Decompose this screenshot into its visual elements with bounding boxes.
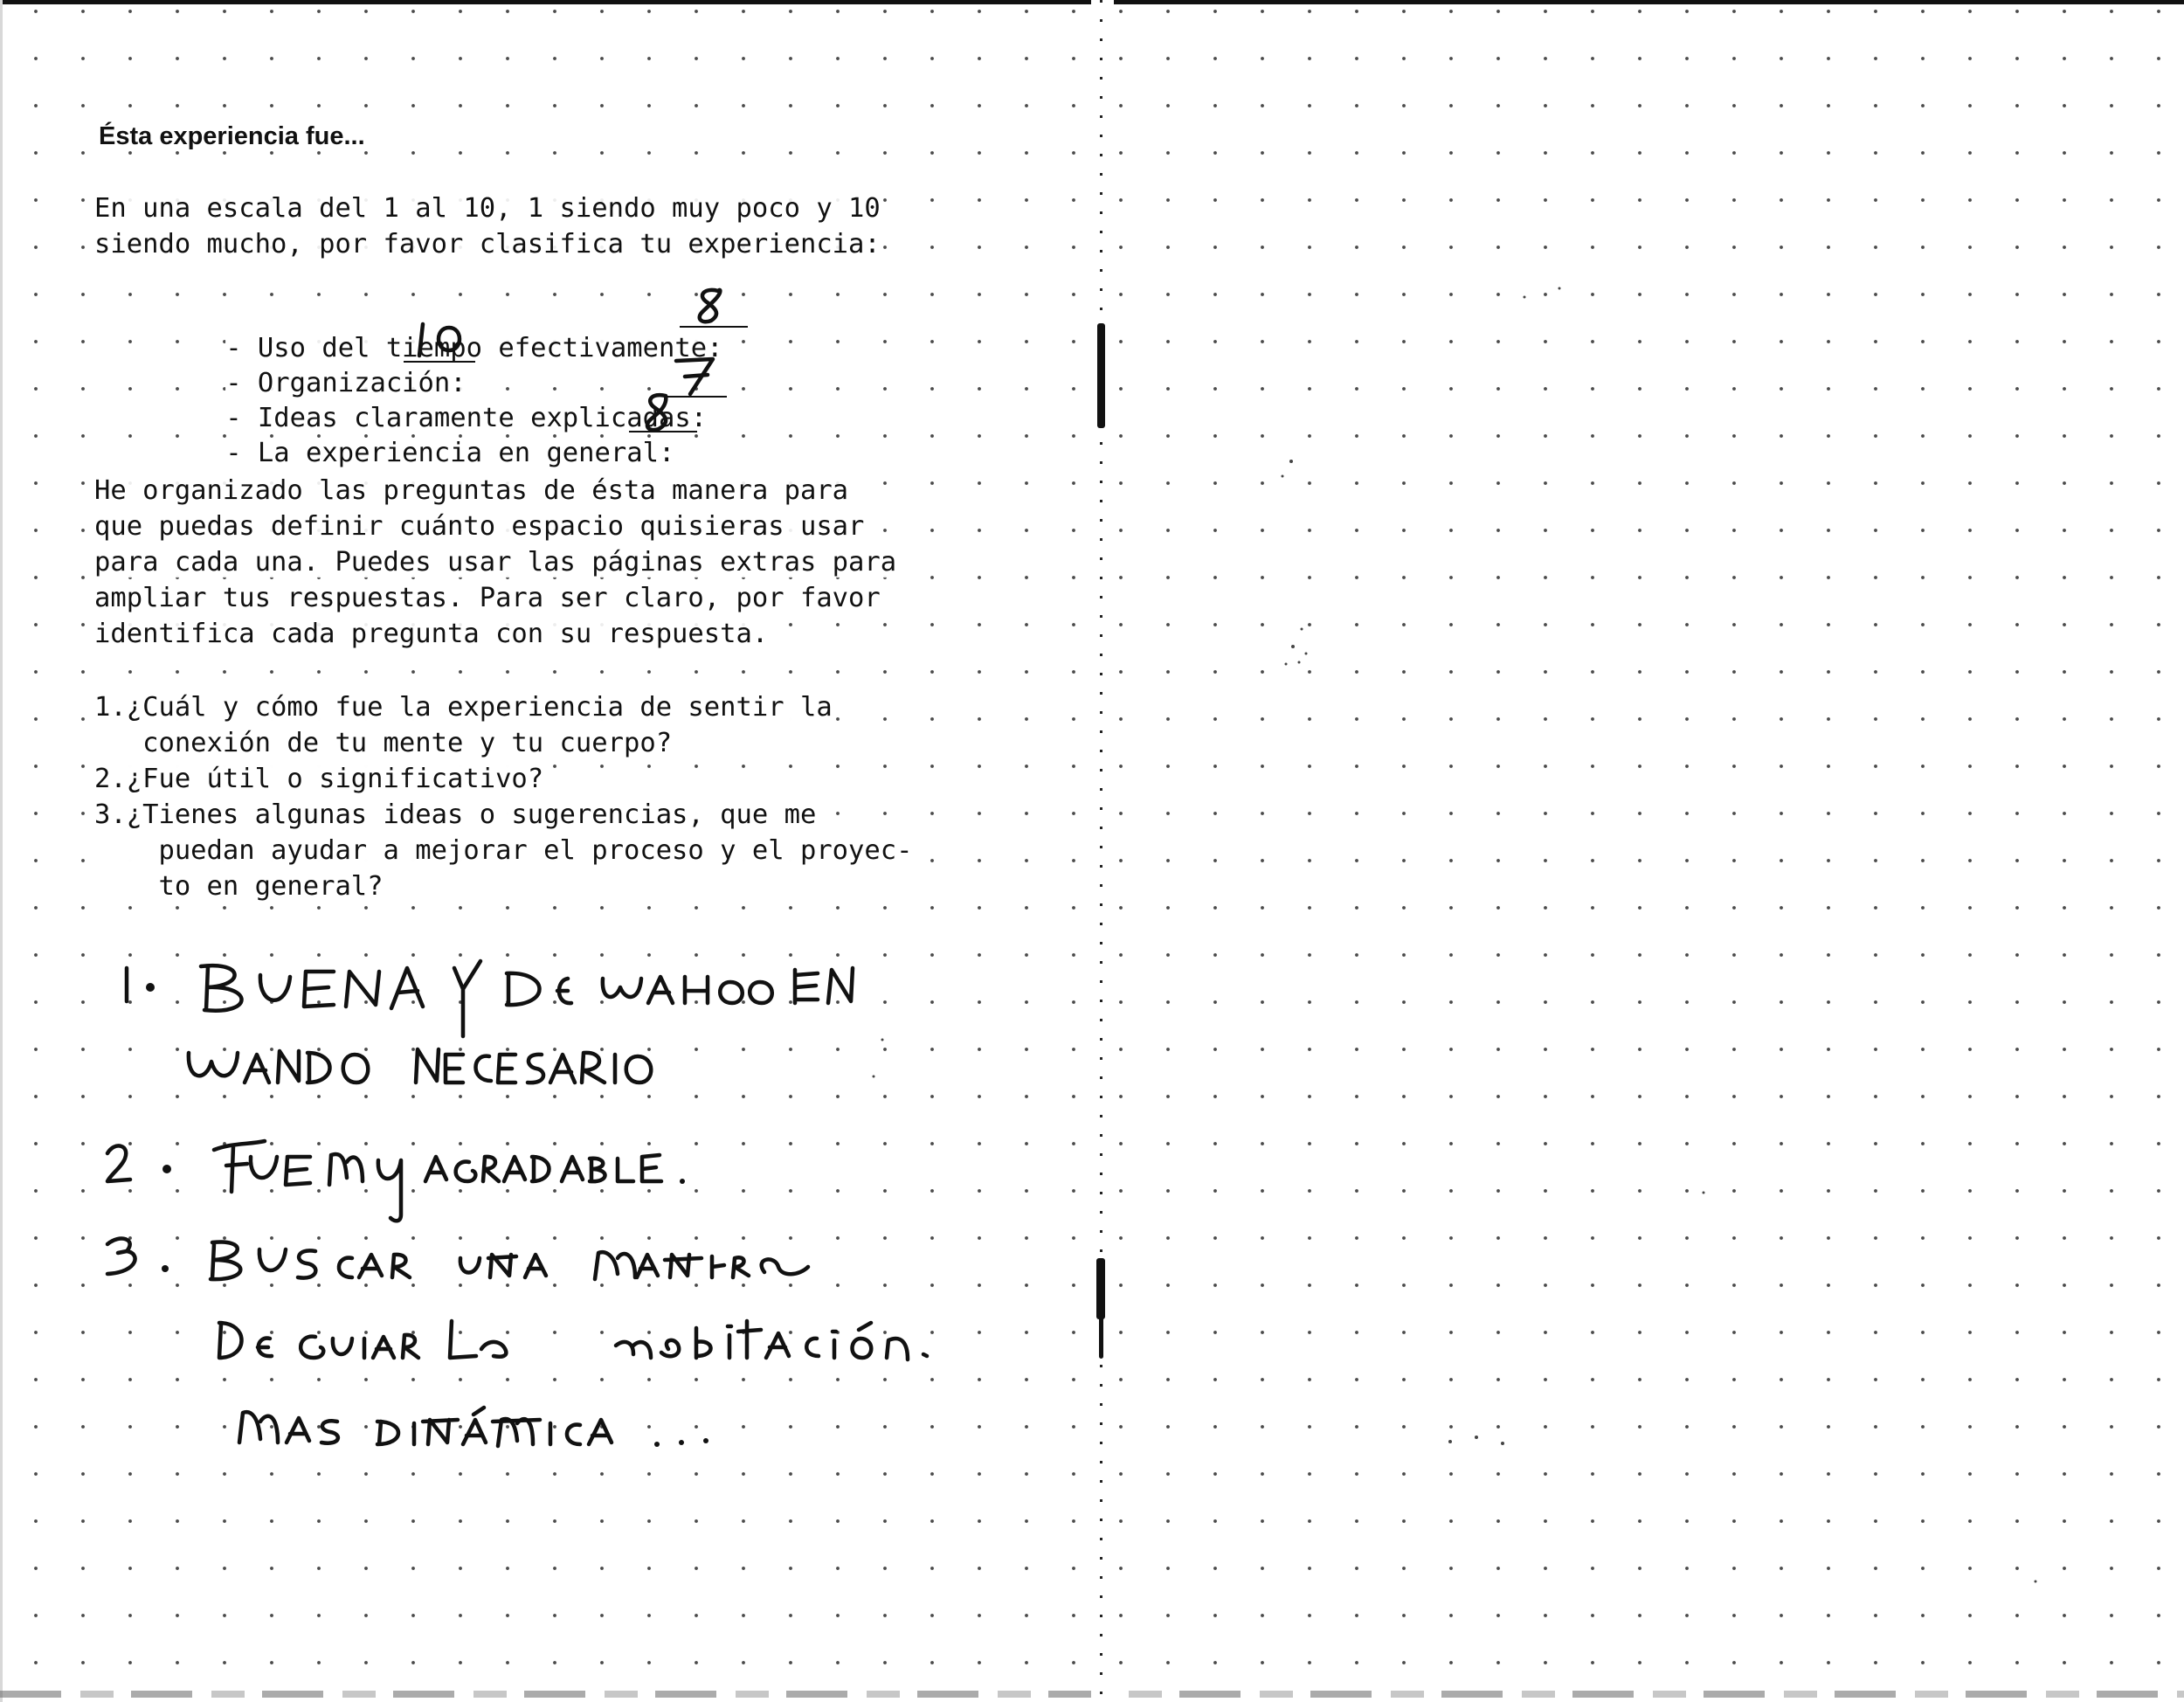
handwritten-answer-3-line-1 <box>100 1223 887 1302</box>
handwritten-answer-3-line-3 <box>234 1392 776 1462</box>
handwritten-answer-3-line-2 <box>214 1300 974 1396</box>
handwritten-answer-2 <box>100 1127 782 1232</box>
rating-label: - Uso del tiempo efectivamente: <box>225 333 723 363</box>
instructions-line-4: ampliar tus respuestas. Para ser claro, por favor <box>94 583 881 613</box>
page-title: Ésta experiencia fue... <box>96 122 368 151</box>
question-3-line-2: puedan ayudar a mejorar el proceso y el proyec- <box>94 835 913 866</box>
instructions-line-1: He organizado las preguntas de ésta manera para <box>94 475 849 506</box>
rating-label: - La experiencia en general: <box>225 438 675 468</box>
handwritten-answer-1-line-1 <box>114 952 882 1048</box>
question-1-line-2: conexión de tu mente y tu cuerpo? <box>94 728 672 758</box>
question-3-line-1: 3.¿Tienes algunas ideas o sugerencias, que me <box>94 799 817 830</box>
question-3-line-3: to en general? <box>94 871 384 902</box>
rating-label: - Organización: <box>225 368 467 398</box>
question-2: 2.¿Fue útil o significativo? <box>94 764 544 794</box>
question-1-line-1: 1.¿Cuál y cómo fue la experiencia de sentir la <box>94 692 833 723</box>
instructions-line-3: para cada una. Puedes usar las páginas extras para <box>94 547 897 578</box>
instructions-line-5: identifica cada pregunta con su respuesta. <box>94 619 769 649</box>
rating-label: - Ideas claramente explicadas: <box>225 403 708 433</box>
instructions-line-2: que puedas definir cuánto espacio quisieras usar <box>94 511 865 542</box>
handwritten-answer-1-line-2 <box>183 1035 725 1105</box>
handwritten-answers <box>0 0 1091 1702</box>
intro-line-1: En una escala del 1 al 10, 1 siendo muy poco y 10 <box>94 193 881 224</box>
questionnaire-page <box>0 0 1091 1702</box>
intro-line-2: siendo mucho, por favor clasifica tu experiencia: <box>94 229 881 259</box>
